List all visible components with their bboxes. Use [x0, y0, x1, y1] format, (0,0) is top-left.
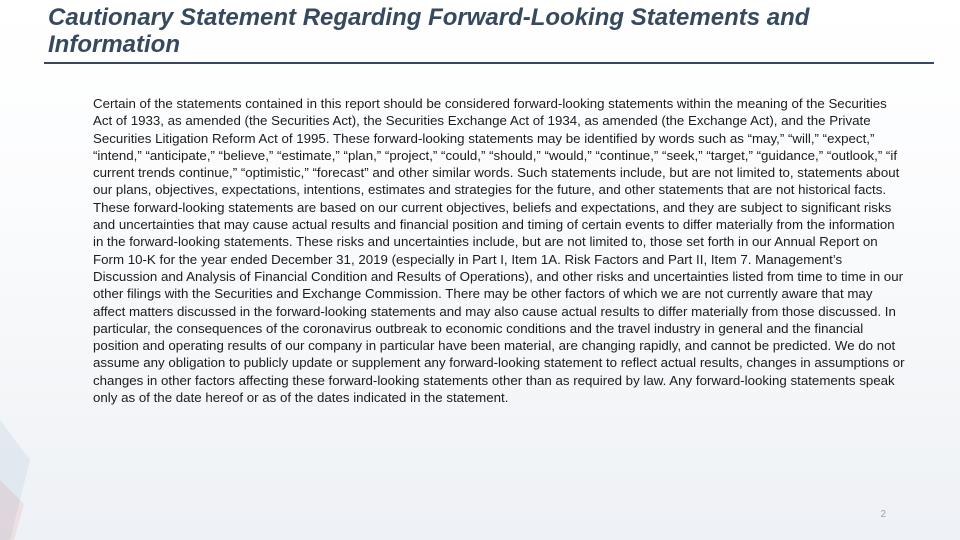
brand-logo-icon	[0, 420, 40, 540]
brand-logo-blue-stripe	[0, 420, 30, 540]
title-divider	[44, 62, 934, 64]
slide-title: Cautionary Statement Regarding Forward-Looking Statements and Information	[48, 4, 810, 58]
page-number: 2	[880, 509, 886, 520]
brand-logo-red-stripe	[0, 480, 24, 540]
disclaimer-paragraph: Certain of the statements contained in this report should be considered forward-looking statements within the meaning of the Securities Act of 1933, as amended (the Securities Act), the Securities Exchange Act of 1934, as amended (the Exchange Act), and the Private Securities Litigation Reform Act of 1995. These forward-looking statements may be identified by words such as “may,” “will,” “expect,” “intend,” “anticipate,” “believe,” “estimate,” “plan,” “project,” “could,” “should,” “would,” “continue,” “seek,” “target,” “guidance,” “outlook,” “if current trends continue,” “optimistic,” “forecast” and other similar words. Such statements include, but are not limited to, statements about our plans, objectives, expectations, intentions, estimates and strategies for the future, and other statements that are not historical facts. These forward-looking statements are based on our current objectives, beliefs and expectations, and they are subject to significant risks and uncertainties that may cause actual results and financial position and timing of certain events to differ materially from the information in the forward-looking statements. These risks and uncertainties include, but are not limited to, those set forth in our Annual Report on Form 10-K for the year ended December 31, 2019 (especially in Part I, Item 1A. Risk Factors and Part II, Item 7. Management’s Discussion and Analysis of Financial Condition and Results of Operations), and other risks and uncertainties listed from time to time in our other filings with the Securities and Exchange Commission. There may be other factors of which we are not currently aware that may affect matters discussed in the forward-looking statements and may also cause actual results to differ materially from those discussed. In particular, the consequences of the coronavirus outbreak to economic conditions and the travel industry in general and the financial position and operating results of our company in particular have been material, are changing rapidly, and cannot be predicted. We do not assume any obligation to publicly update or supplement any forward-looking statement to reflect actual results, changes in assumptions or changes in other factors affecting these forward-looking statements other than as required by law. Any forward-looking statements speak only as of the date hereof or as of the dates indicated in the statement.	[93, 96, 905, 406]
